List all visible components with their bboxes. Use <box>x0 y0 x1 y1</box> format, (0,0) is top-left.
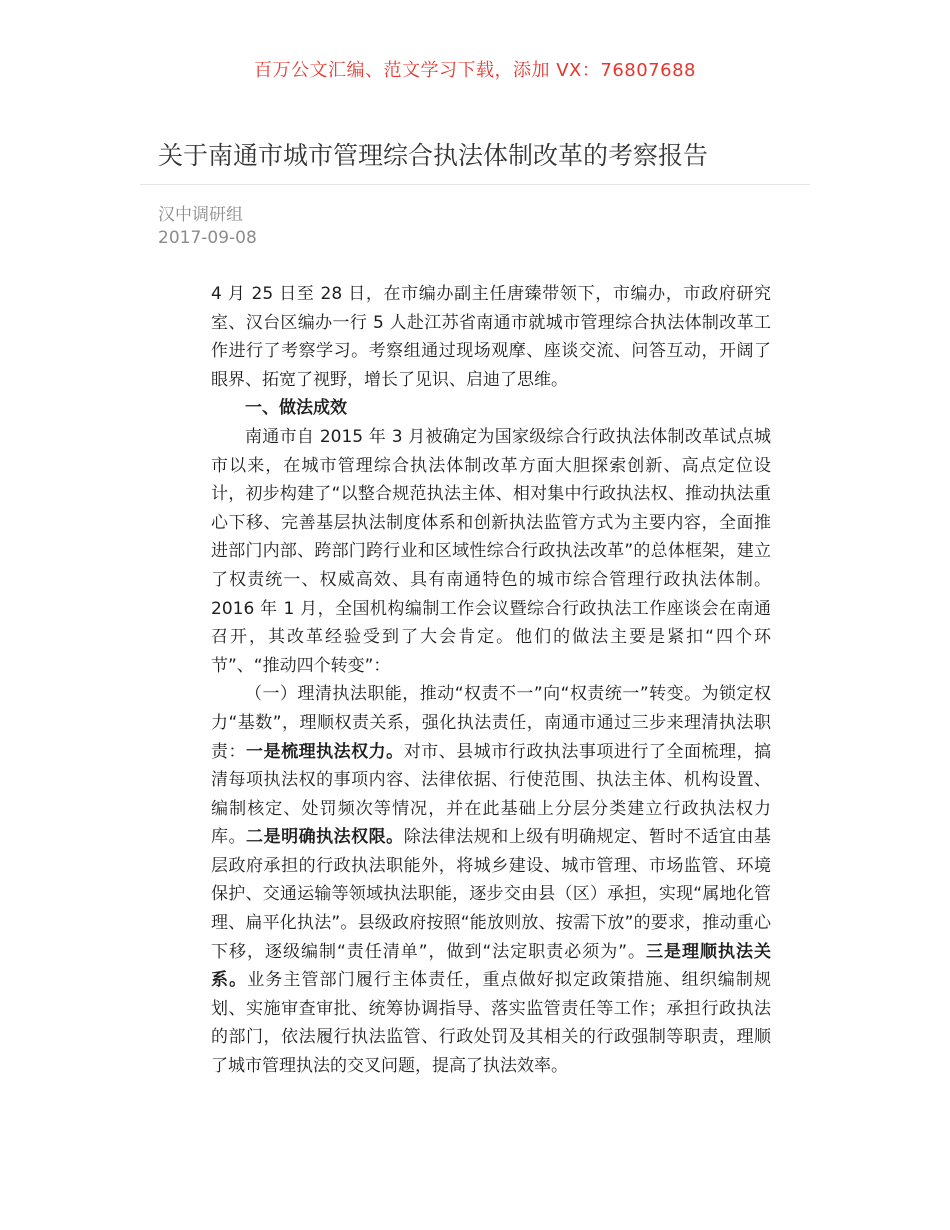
section-one-lead: （一）理清执法职能，推动“权责不一”向“权责统一”转变。为锁定权力“基数”，理顺权责关系，强化执法责任，南通市通过三步来理清执法职责： <box>211 684 771 762</box>
bold-point-three: 三是理顺执法关系。 <box>211 941 772 991</box>
article-author: 汉中调研组 <box>158 205 243 225</box>
point-two-text: 除法律法规和上级有明确规定、暂时不适宜由基层政府承担的行政执法职能外，将城乡建设、城市管理、市场监管、环境保护、交通运输等领域执法职能，逐步交由县（区）承担，实现“属地化管理、扁平化执法”。县级政府按照“能放则放、按需下放”的要求，推动重心下移，逐级编制“责任清单”，做到“法定职责必须为”。 <box>211 827 772 962</box>
article-title: 关于南通市城市管理综合执法体制改革的考察报告 <box>158 141 709 170</box>
section-heading: 一、做法成效 <box>245 398 347 419</box>
title-divider <box>140 184 810 185</box>
paragraph-overview: 南通市自 2015 年 3 月被确定为国家级综合行政执法体制改革试点城市以来，在城市管理综合执法体制改革方面大胆探索创新、高点定位设计，初步构建了“以整合规范执法主体、相对集中行政执法权、推动执法重心下移、完善基层执法制度体系和创新执法监管方式为主要内容，全面推进部门内部、跨部门跨行业和区域性综合行政执法改革”的总体框架，建立了权责统一、权威高效、具有南通特色的城市综合管理行政执法体制。2016 年 1 月，全国机构编制工作会议暨综合行政执法工作座谈会在南通召开，其改革经验受到了大会肯定。他们的做法主要是紧扣“四个环节”、“推动四个转变”： <box>211 426 771 676</box>
promo-banner: 百万公文汇编、范文学习下载，添加 VX：76807688 <box>254 60 696 81</box>
article-body <box>211 280 771 1081</box>
paragraph-section-one <box>211 680 771 1080</box>
point-one-text: 对市、县城市行政执法事项进行了全面梳理，搞清每项执法权的事项内容、法律依据、行使范围、执法主体、机构设置、编制核定、处罚频次等情况，并在此基础上分层分类建立行政执法权力库。 <box>211 741 772 848</box>
point-three-text: 业务主管部门履行主体责任，重点做好拟定政策措施、组织编制规划、实施审查审批、统筹协调指导、落实监管责任等工作；承担行政执法的部门，依法履行执法监管、行政处罚及其相关的行政强制等职责，理顺了城市管理执法的交叉问题，提高了执法效率。 <box>211 970 772 1077</box>
article-meta <box>158 204 257 250</box>
paragraph-intro: 4 月 25 日至 28 日，在市编办副主任唐臻带领下，市编办，市政府研究室、汉台区编办一行 5 人赴江苏省南通市就城市管理综合执法体制改革工作进行了考察学习。考察组通过现场观摩、座谈交流、问答互动，开阔了眼界、拓宽了视野，增长了见识、启迪了思维。 <box>211 284 771 390</box>
article-date: 2017-09-08 <box>158 228 257 248</box>
bold-point-one: 一是梳理执法权力。 <box>246 741 404 762</box>
bold-point-two: 二是明确执法权限。 <box>246 827 404 848</box>
